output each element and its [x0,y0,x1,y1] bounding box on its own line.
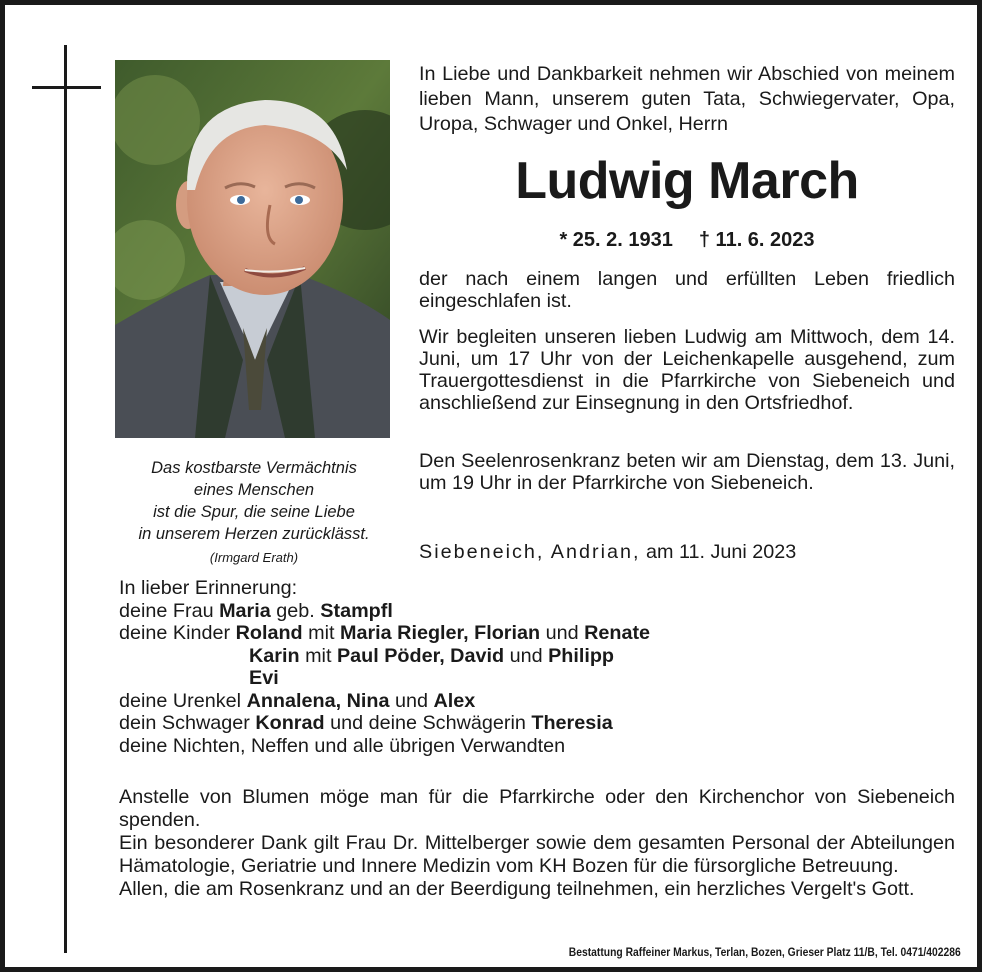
mourner-children-row [119,645,959,668]
mourner-greatgrandchildren [119,690,959,713]
place-date [419,540,955,564]
passing-paragraph: der nach einem langen und erfüllten Leben friedlich eingeschlafen ist. [419,268,955,312]
mourner-children-row [119,667,959,690]
relation-label: geb. [276,599,315,622]
relation-label: und [509,644,543,667]
mourner-name: Maria Riegler, Florian [340,622,541,644]
deceased-name: Ludwig March [515,152,859,210]
mourner-name: Theresia [531,712,613,734]
quote-line: in unserem Herzen zurücklässt. [138,525,370,543]
quote-line: eines Menschen [193,481,315,499]
portrait-photo [115,60,390,438]
mourners-heading: In lieber Erinnerung: [119,577,298,599]
relation-label: deine Urenkel [119,689,242,712]
mourner-name: Maria [219,599,271,622]
mourner-name: Annalena, Nina [246,689,390,712]
cross-horizontal-bar [32,86,101,89]
death-date: † 11. 6. 2023 [698,229,815,251]
mourner-name: Karin [249,644,300,667]
mourner-name: Stampfl [320,599,393,622]
relation-label: deine Kinder [119,622,231,644]
quote-line: Das kostbarste Vermächtnis [151,459,357,477]
relation-label: und deine Schwägerin [330,712,526,734]
mourner-name: Roland [235,622,303,644]
memorial-quote [105,457,403,569]
quote-author: (Irmgard Erath) [209,550,299,565]
closing-text [119,786,955,901]
relation-label: und [394,689,428,712]
mourner-wife [119,600,959,623]
mourner-children-row [119,622,959,645]
mourners-list [119,577,959,757]
relation-label: dein Schwager [119,712,250,734]
portrait-illustration [115,60,390,438]
notice-date: am 11. Juni 2023 [645,541,797,563]
intro-text: In Liebe und Dankbarkeit nehmen wir Abschied von meinem lieben Mann, unserem guten Tata, Schwiegervater, Opa, Uropa, Schwager und Onkel, Herrn [419,63,955,135]
closing-donation: Anstelle von Blumen möge man für die Pfarrkirche oder den Kirchenchor von Siebeneich spenden. [119,786,955,831]
mourner-name: Renate [584,622,651,644]
relation-label: deine Frau [119,599,214,622]
funeral-home-footer: Bestattung Raffeiner Markus, Terlan, Bozen, Grieser Platz 11/B, Tel. 0471/402286 [569,945,961,959]
mourner-inlaws [119,712,959,735]
cross-vertical-bar [64,45,67,953]
relation-label: und [545,622,579,644]
place-location: Siebeneich, Andrian, [419,541,641,563]
mourner-name: Alex [433,689,476,712]
quote-line: ist die Spur, die seine Liebe [153,503,355,521]
life-dates [419,227,955,253]
mourner-name: Konrad [255,712,325,734]
closing-gratitude: Allen, die am Rosenkranz und an der Beerdigung teilnehmen, ein herzliches Vergelt's Gott. [119,878,915,900]
closing-thanks: Ein besonderer Dank gilt Frau Dr. Mittelberger sowie dem gesamten Personal der Abteilungen Hämatologie, Geriatrie und Innere Medizin vom KH Bozen für die fürsorgliche Betreuung. [119,832,955,877]
funeral-paragraph: Wir begleiten unseren lieben Ludwig am Mittwoch, dem 14. Juni, um 17 Uhr von der Leichenkapelle ausgehend, zum Trauergottesdienst in die Pfarrkirche von Siebeneich und anschließend zur Einsegnung in den Ortsfriedhof. [419,326,955,414]
mourner-name: Paul Pöder, David [336,644,505,667]
rosary-paragraph: Den Seelenrosenkranz beten wir am Dienstag, dem 13. Juni, um 19 Uhr in der Pfarrkirche von Siebeneich. [419,450,955,494]
mourner-name: Evi [249,667,279,689]
relation-label: mit [305,644,332,667]
mourner-name: Philipp [548,644,615,667]
birth-date: * 25. 2. 1931 [559,229,673,251]
relation-label: mit [308,622,335,644]
mourner-others: deine Nichten, Neffen und alle übrigen Verwandten [119,734,566,757]
